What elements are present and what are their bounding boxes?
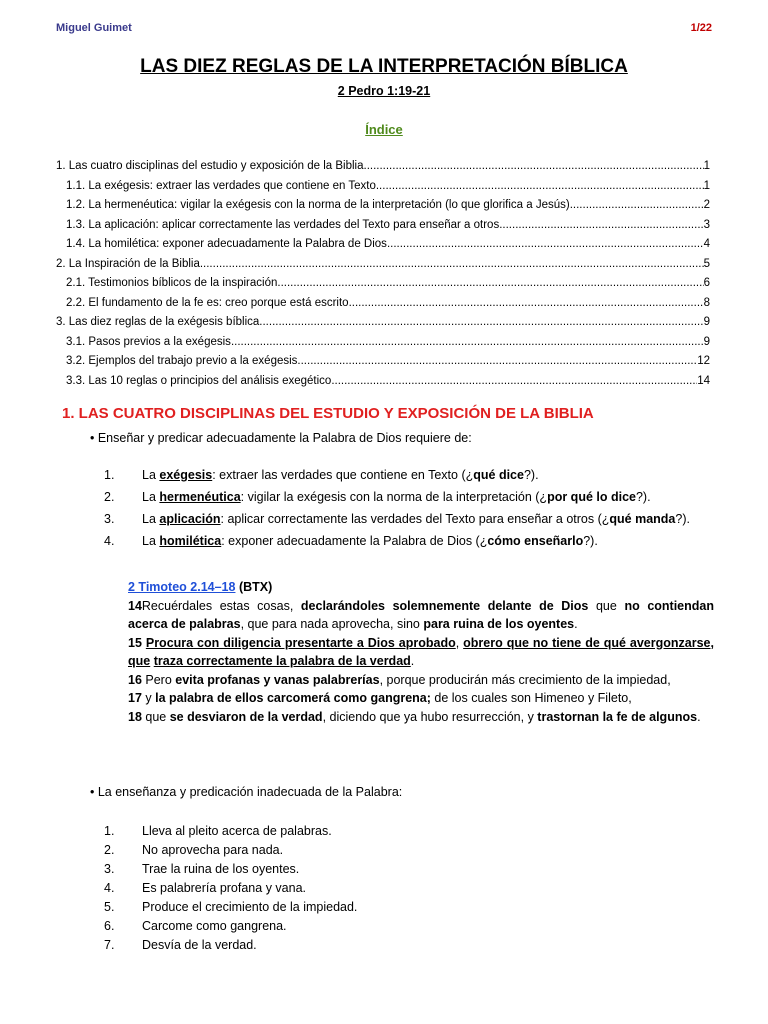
emphasis: no contiendan acerca de palabras — [128, 598, 714, 631]
text-run: : exponer adecuadamente la Palabra de Dios (¿ — [221, 534, 488, 548]
emphasis: se desviaron de la verdad — [169, 709, 323, 724]
list-item — [90, 898, 714, 916]
text-run: Pero — [145, 672, 176, 687]
list-text: Produce el crecimiento de la impiedad. — [142, 900, 358, 914]
toc-entry-text: 1.2. La hermenéutica: vigilar la exégesis con la norma de la interpretación (lo que glorifica a Jesús) — [66, 199, 570, 211]
toc-entry-page: 9 — [703, 335, 710, 348]
list-number: 7. — [104, 938, 115, 952]
emphasis: obrero que no tiene de qué avergonzarse, que — [128, 635, 714, 668]
document-subtitle: 2 Pedro 1:19-21 — [337, 84, 431, 98]
verse-number: 14 — [128, 598, 142, 613]
toc-leader — [331, 375, 697, 387]
toc-leader — [277, 277, 703, 289]
toc-leader — [499, 219, 703, 231]
text-run: que — [141, 709, 170, 724]
toc-entry[interactable] — [56, 355, 710, 375]
toc-entry[interactable] — [56, 336, 710, 356]
list-item — [90, 466, 714, 484]
text-run: La — [142, 534, 160, 548]
text-run: , que para nada aprovecha, sino — [240, 617, 424, 631]
text-run: : vigilar la exégesis con la norma de la interpretación (¿ — [240, 490, 548, 504]
emphasis: evita profanas y vanas palabrerías — [175, 672, 380, 687]
list-number: 1. — [104, 824, 115, 838]
toc-entry-page: 1 — [703, 179, 710, 192]
verse-number: 17 — [128, 691, 142, 705]
text-run: La — [142, 490, 160, 504]
list-number: 6. — [104, 919, 115, 933]
toc-entry-text: 3. Las diez reglas de la exégesis bíblica — [56, 316, 260, 328]
list-text: Trae la ruina de los oyentes. — [142, 862, 300, 876]
toc-entry[interactable] — [56, 375, 710, 395]
list-text — [142, 532, 714, 550]
toc-entry-page: 9 — [703, 316, 710, 328]
text-run: y — [141, 691, 156, 705]
text-run: , diciendo que ya hubo resurrección, y — [322, 709, 538, 724]
section-heading: 1. LAS CUATRO DISCIPLINAS DEL ESTUDIO Y EXPOSICIÓN DE LA BIBLIA — [62, 405, 594, 422]
question: cómo enseñarlo — [487, 534, 584, 548]
verse-18 — [128, 708, 714, 727]
list-item — [90, 532, 714, 550]
list-number: 4. — [104, 881, 115, 895]
list-item — [90, 822, 714, 840]
emphasis: para ruina de los oyentes — [423, 617, 575, 631]
term: homilética — [159, 534, 222, 548]
list-item — [90, 488, 714, 506]
list-number: 3. — [104, 862, 115, 876]
toc-entry-text: 2. La Inspiración de la Biblia — [56, 257, 200, 270]
verse-16 — [128, 671, 714, 690]
toc-leader — [364, 160, 704, 172]
index-title: Índice — [365, 122, 403, 137]
text-run: . — [697, 709, 701, 724]
toc-entry-page: 14 — [697, 374, 710, 387]
table-of-contents — [56, 160, 710, 394]
toc-entry[interactable] — [56, 297, 710, 317]
emphasis: trastornan la fe de algunos — [537, 709, 698, 724]
toc-entry-page: 4 — [703, 238, 710, 250]
toc-leader — [231, 336, 704, 348]
toc-entry-page: 6 — [703, 277, 710, 289]
toc-entry-text: 1.1. La exégesis: extraer las verdades que contiene en Texto — [66, 179, 376, 192]
verse-number: 16 — [128, 672, 142, 687]
toc-entry-page: 5 — [703, 257, 710, 270]
text-run: ?). — [635, 490, 651, 504]
text-run: ?). — [583, 534, 598, 548]
text-run: Recuérdales estas cosas, — [141, 598, 301, 613]
toc-entry[interactable] — [56, 160, 710, 180]
toc-entry-text: 3.3. Las 10 reglas o principios del análisis exegético — [66, 374, 332, 387]
list-number: 2. — [104, 843, 115, 857]
question: qué manda — [609, 512, 676, 526]
text-run: : extraer las verdades que contiene en Texto (¿ — [212, 468, 474, 482]
toc-leader — [200, 258, 704, 270]
list-text: Lleva al pleito acerca de palabras. — [142, 824, 332, 838]
list-item — [90, 879, 714, 897]
toc-leader — [376, 180, 704, 192]
consequences-list — [90, 822, 714, 955]
page-number: 1/22 — [690, 22, 712, 34]
author-name: Miguel Guimet — [56, 22, 132, 34]
list-item — [90, 510, 714, 528]
question: por qué lo dice — [547, 490, 636, 504]
toc-entry[interactable] — [56, 277, 710, 297]
document-title: LAS DIEZ REGLAS DE LA INTERPRETACIÓN BÍBLICA — [140, 56, 628, 77]
toc-entry-text: 1.3. La aplicación: aplicar correctamente las verdades del Texto para enseñar a otros — [66, 218, 500, 231]
text-run: , — [455, 635, 464, 650]
toc-entry-page: 8 — [703, 296, 710, 309]
toc-entry[interactable] — [56, 316, 710, 336]
list-text: No aprovecha para nada. — [142, 843, 284, 857]
text-run: . — [574, 617, 578, 631]
toc-leader — [259, 316, 703, 328]
emphasis: la palabra de ellos carcomerá como gangrena; — [155, 691, 431, 705]
toc-entry-text: 3.2. Ejemplos del trabajo previo a la exégesis — [66, 355, 298, 367]
toc-entry[interactable] — [56, 180, 710, 200]
verse-number: 18 — [128, 709, 142, 724]
list-text: Carcome como gangrena. — [142, 919, 287, 933]
emphasis: traza correctamente la palabra de la verdad — [153, 654, 411, 668]
term: aplicación — [159, 512, 221, 526]
toc-entry-page: 1 — [703, 160, 710, 172]
verse-14 — [128, 597, 714, 634]
toc-entry-text: 1.4. La homilética: exponer adecuadamente la Palabra de Dios — [66, 238, 387, 250]
toc-leader — [297, 355, 697, 367]
list-text — [142, 510, 714, 528]
list-number: 5. — [104, 900, 115, 914]
list-text: Desvía de la verdad. — [142, 938, 257, 952]
toc-leader — [349, 297, 704, 309]
list-number: 3. — [104, 512, 115, 526]
toc-leader — [570, 199, 704, 211]
term: exégesis — [159, 468, 213, 482]
text-run: , porque producirán más crecimiento de la impiedad, — [379, 672, 671, 687]
list-number: 1. — [104, 468, 115, 482]
text-run: . — [410, 654, 415, 668]
bible-version: (BTX) — [235, 580, 273, 594]
toc-leader — [387, 238, 704, 250]
bible-passage — [128, 578, 714, 726]
disciplines-list — [90, 466, 714, 554]
toc-entry-page: 3 — [703, 218, 710, 231]
verse-17 — [128, 689, 714, 708]
text-run: La — [142, 512, 160, 526]
toc-entry[interactable] — [56, 238, 710, 258]
toc-entry-text: 1. Las cuatro disciplinas del estudio y exposición de la Biblia — [56, 160, 364, 172]
text-run: ?). — [523, 468, 539, 482]
passage-reference — [128, 578, 714, 597]
list-item — [90, 860, 714, 878]
list-text — [142, 466, 714, 484]
verse-number: 15 — [128, 635, 142, 650]
verse-15 — [128, 634, 714, 671]
toc-entry[interactable] — [56, 199, 710, 219]
toc-entry-page: 2 — [703, 199, 710, 211]
bullet-point: • Enseñar y predicar adecuadamente la Palabra de Dios requiere de: — [90, 431, 472, 445]
toc-entry[interactable] — [56, 258, 710, 278]
list-number: 4. — [104, 534, 115, 548]
text-run: ?). — [675, 512, 690, 526]
toc-entry-text: 2.2. El fundamento de la fe es: creo porque está escrito — [66, 296, 349, 309]
term: hermenéutica — [159, 490, 241, 504]
toc-entry-page: 12 — [697, 355, 710, 367]
toc-entry-text: 3.1. Pasos previos a la exégesis — [66, 335, 231, 348]
list-text: Es palabrería profana y vana. — [142, 881, 306, 895]
text-run: de los cuales son Himeneo y Fileto, — [430, 691, 632, 705]
text-run: : aplicar correctamente las verdades del Texto para enseñar a otros (¿ — [220, 512, 610, 526]
list-item — [90, 917, 714, 935]
emphasis: Procura con diligencia presentarte a Dios aprobado — [145, 635, 456, 650]
list-item — [90, 841, 714, 859]
toc-entry[interactable] — [56, 219, 710, 239]
question: qué dice — [473, 468, 524, 482]
list-number: 2. — [104, 490, 115, 504]
list-text — [142, 488, 714, 506]
text-run: La — [142, 468, 160, 482]
bullet-point: • La enseñanza y predicación inadecuada de la Palabra: — [90, 785, 403, 799]
page-header — [56, 22, 712, 34]
text-run: que — [588, 598, 625, 613]
reference-link[interactable]: 2 Timoteo 2.14–18 — [128, 580, 236, 594]
list-item — [90, 936, 714, 954]
emphasis: declarándoles solemnemente delante de Dios — [300, 598, 589, 613]
toc-entry-text: 2.1. Testimonios bíblicos de la inspiración — [66, 277, 278, 289]
